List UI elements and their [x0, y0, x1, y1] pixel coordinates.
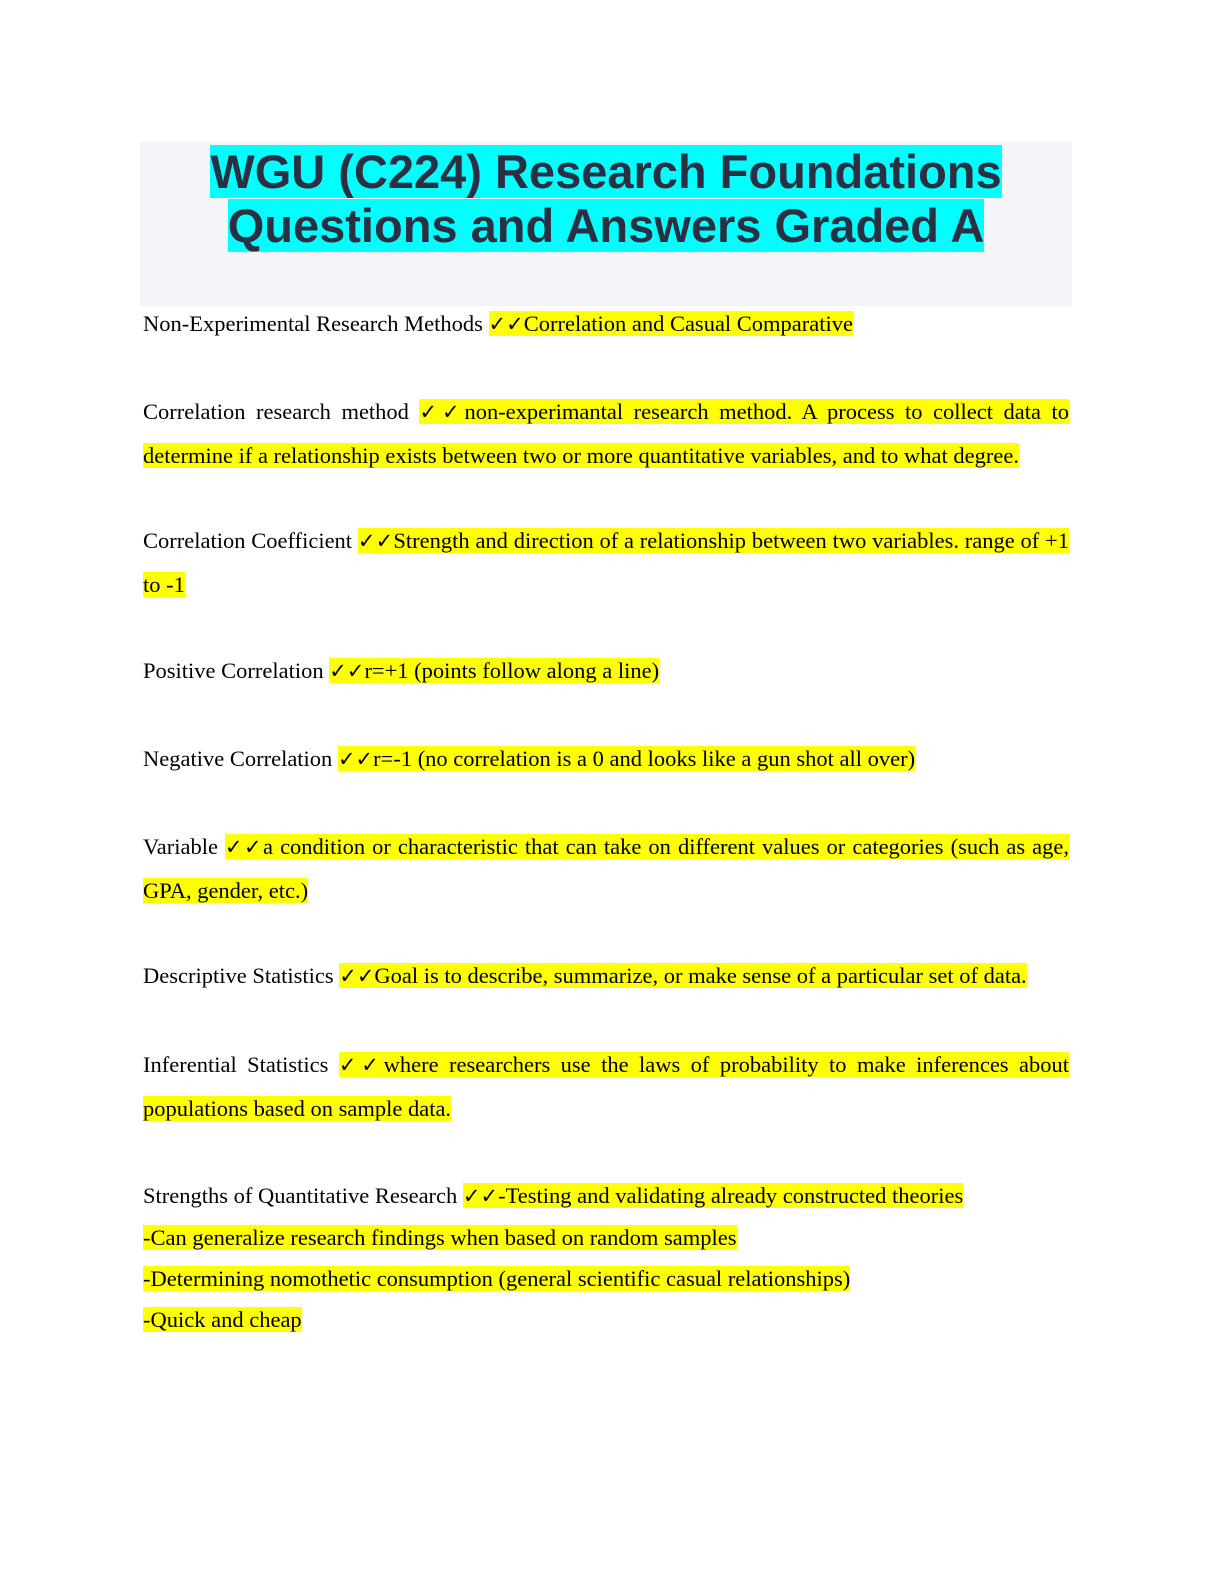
qa-entry-1: [143, 302, 1069, 346]
entry-term: Negative Correlation: [143, 746, 333, 771]
entry-answer: non-experimantal research method. A process to collect data to determine if a relationship exists between two or more quantitative variables, and to what degree.: [143, 399, 1069, 468]
double-check-icon: ✓✓: [488, 312, 524, 336]
entry-term: Positive Correlation: [143, 658, 324, 683]
document-title: [140, 142, 1072, 253]
qa-entry-2: [143, 390, 1069, 478]
title-line-2: Questions and Answers Graded A: [227, 199, 985, 252]
double-check-icon: ✓✓: [419, 400, 465, 424]
qa-entry-7: [143, 954, 1069, 998]
double-check-icon: ✓✓: [339, 964, 375, 988]
qa-entry-9: [143, 1175, 1069, 1340]
double-check-icon: ✓✓: [462, 1184, 499, 1208]
entry-answer-line: -Can generalize research findings when based on random samples: [143, 1225, 737, 1250]
qa-entry-3: [143, 519, 1069, 607]
title-line-1: WGU (C224) Research Foundations: [210, 145, 1002, 198]
qa-entry-8: [143, 1043, 1069, 1131]
qa-entry-4: [143, 649, 1069, 693]
entry-term: Descriptive Statistics: [143, 963, 334, 988]
entry-term: Inferential Statistics: [143, 1052, 329, 1077]
entry-answer: Correlation and Casual Comparative: [523, 311, 854, 336]
entry-term: Strengths of Quantitative Research: [143, 1183, 458, 1208]
title-banner: [140, 142, 1072, 306]
entry-term: Correlation Coefficient: [143, 528, 353, 553]
entry-term: Correlation research method: [143, 399, 409, 424]
double-check-icon: ✓✓: [357, 529, 394, 553]
entry-answer: a condition or characteristic that can take on different values or categories (such as age, GPA, gender, etc.): [143, 834, 1069, 903]
entry-answer: where researchers use the laws of probability to make inferences about populations based on sample data.: [143, 1052, 1069, 1121]
double-check-icon: ✓✓: [225, 835, 264, 859]
double-check-icon: ✓✓: [337, 747, 374, 771]
entry-answer: Goal is to describe, summarize, or make sense of a particular set of data.: [374, 963, 1027, 988]
entry-answer: r=-1 (no correlation is a 0 and looks like a gun shot all over): [373, 746, 916, 771]
entry-term: Variable: [143, 834, 218, 859]
qa-entry-6: [143, 825, 1069, 913]
entry-answer-line: -Determining nomothetic consumption (general scientific casual relationships): [143, 1266, 851, 1291]
entry-answer: Strength and direction of a relationship between two variables. range of +1 to -1: [143, 528, 1069, 597]
double-check-icon: ✓✓: [329, 659, 365, 683]
entry-answer: -Testing and validating already constructed theories: [498, 1183, 964, 1208]
qa-entry-5: [143, 737, 1069, 781]
entry-term: Non-Experimental Research Methods: [143, 311, 483, 336]
entry-answer-line: -Quick and cheap: [143, 1307, 302, 1332]
entry-answer: r=+1 (points follow along a line): [364, 658, 660, 683]
double-check-icon: ✓✓: [338, 1053, 384, 1077]
